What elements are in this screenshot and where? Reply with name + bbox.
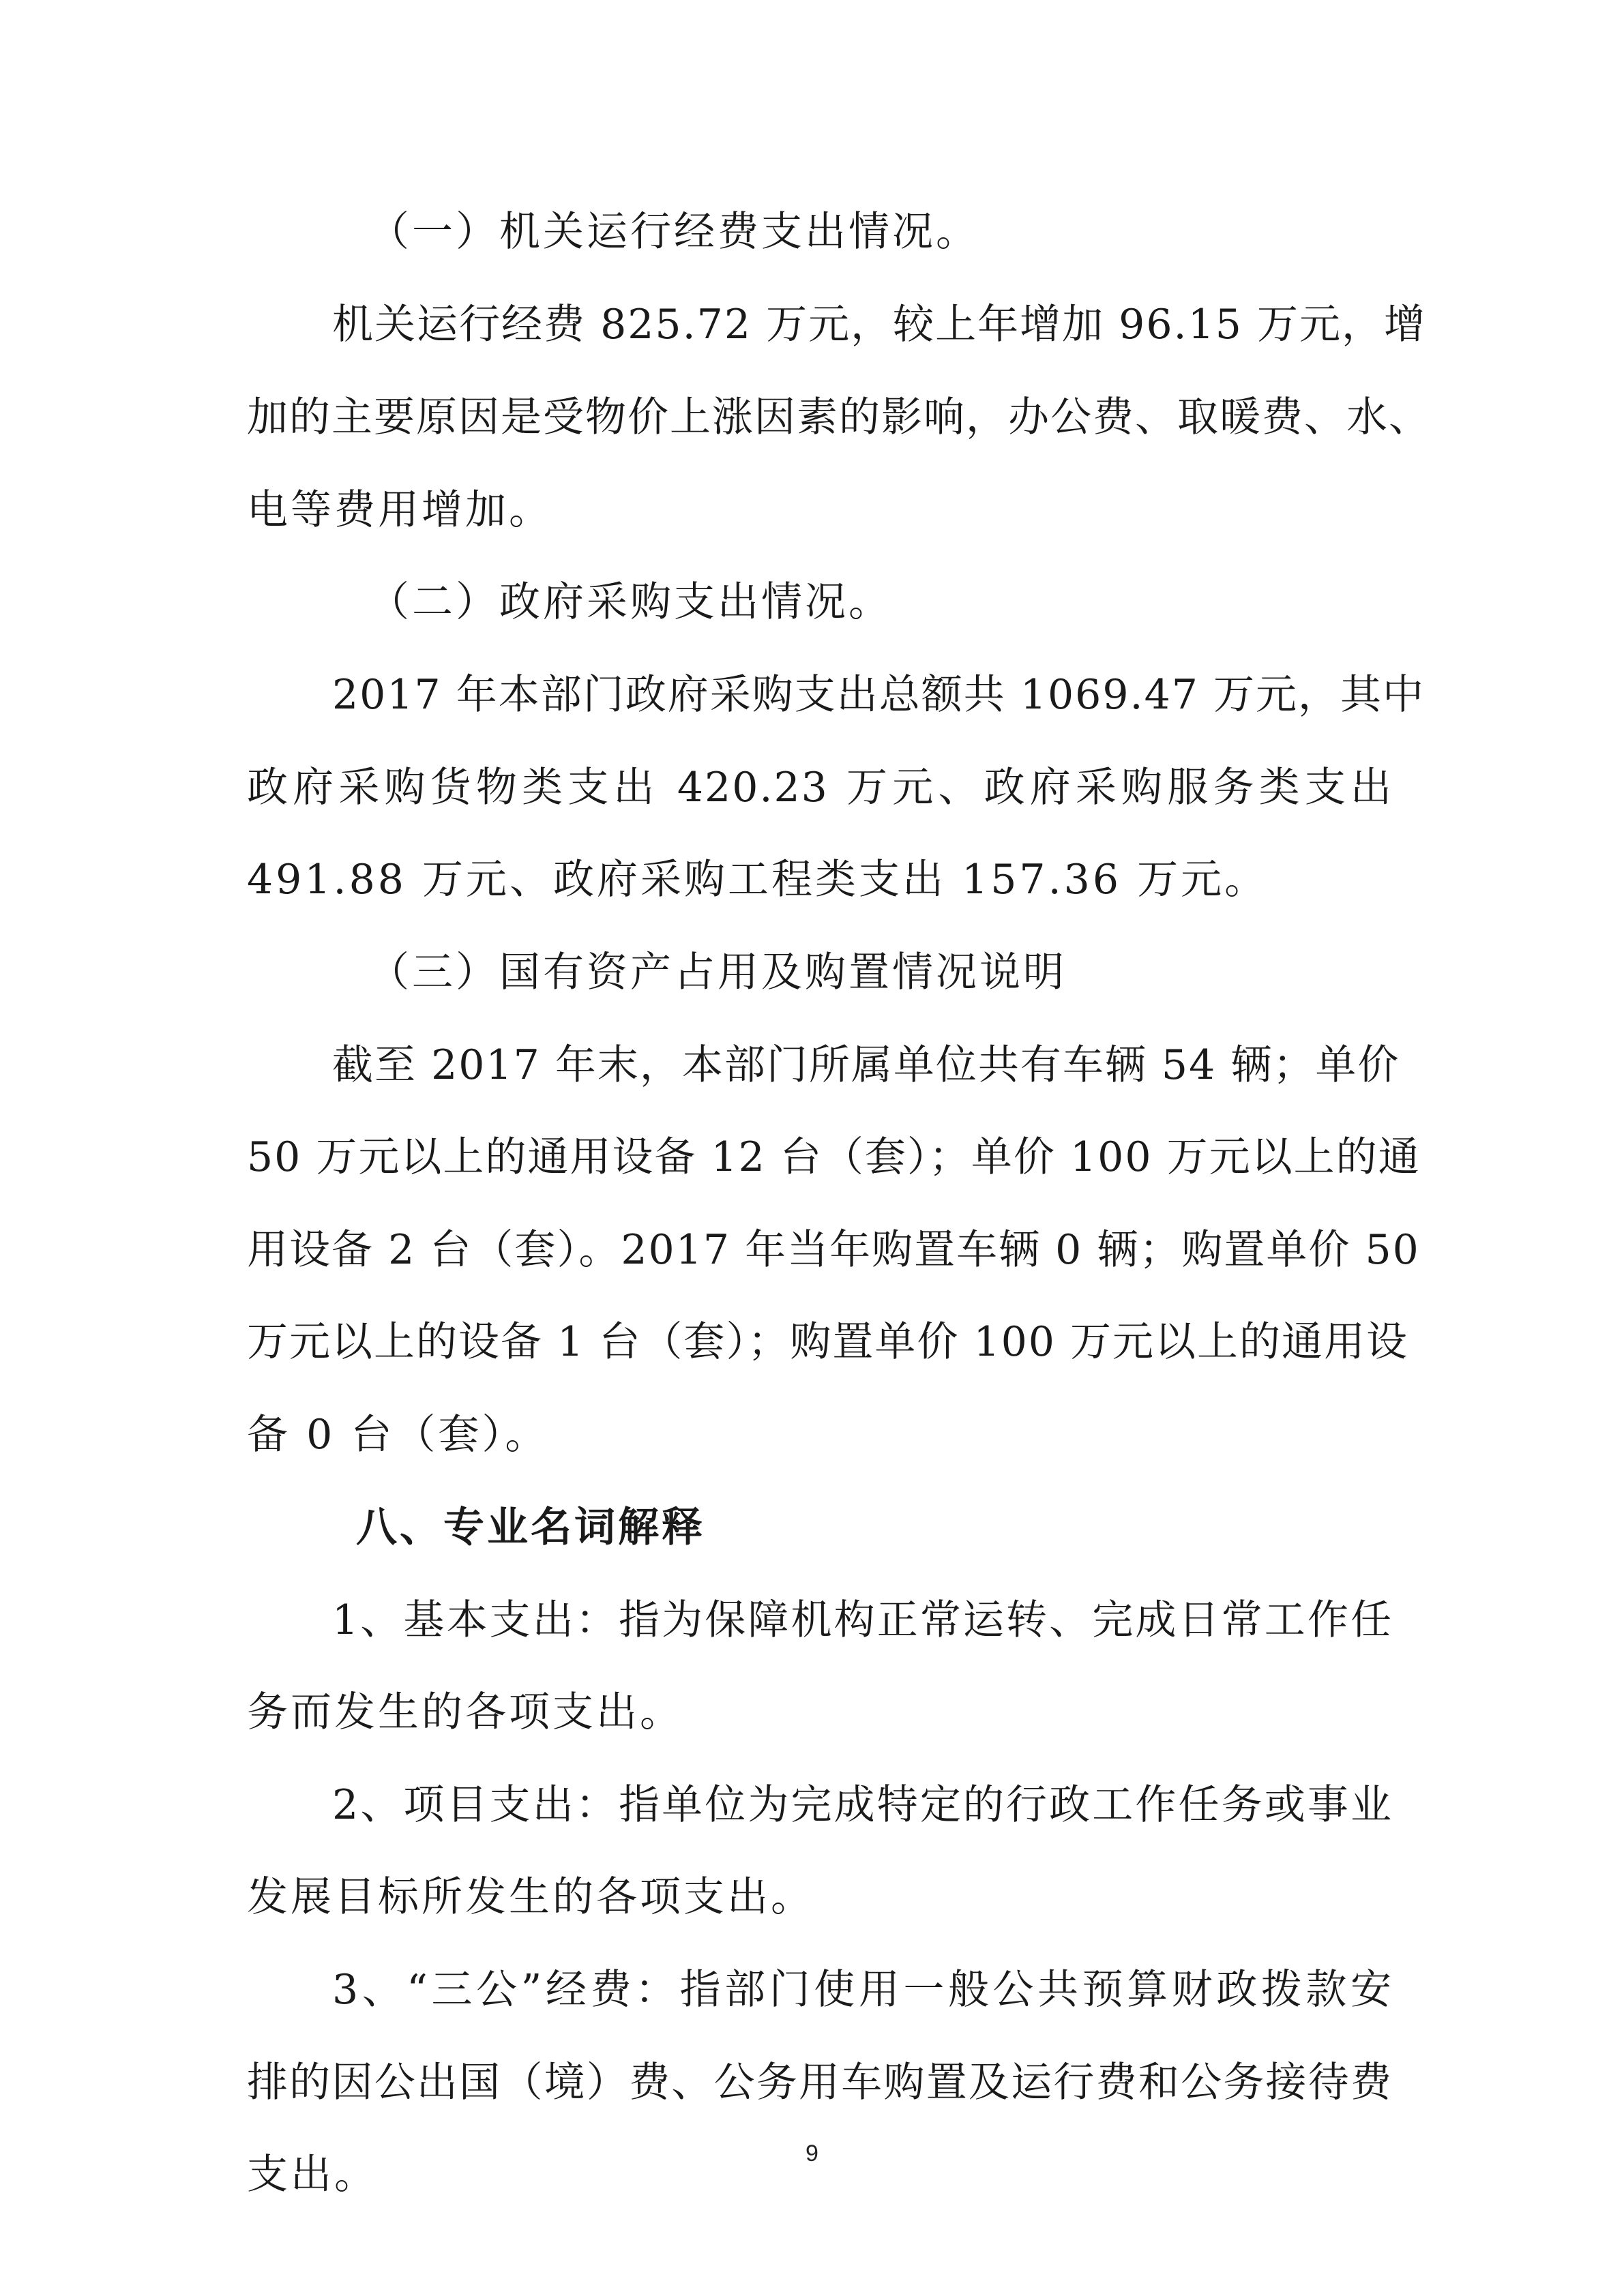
definition-line: 排的因公出国（境）费、公务用车购置及运行费和公务接待费 bbox=[247, 2059, 1393, 2106]
paragraph-line: 机关运行经费 825.72 万元，较上年增加 96.15 万元，增 bbox=[332, 301, 1426, 348]
definition-line: 2、项目支出：指单位为完成特定的行政工作任务或事业 bbox=[332, 1781, 1393, 1829]
paragraph-line: 万元以上的设备 1 台（套）；购置单价 100 万元以上的通用设 bbox=[247, 1318, 1408, 1366]
section-heading-operating-expenses: （一）机关运行经费支出情况。 bbox=[368, 208, 979, 256]
definition-line: 1、基本支出：指为保障机构正常运转、完成日常工作任 bbox=[332, 1596, 1393, 1644]
section-heading-procurement: （二）政府采购支出情况。 bbox=[368, 578, 892, 626]
paragraph-line: 备 0 台（套）。 bbox=[247, 1411, 549, 1459]
paragraph-line: 491.88 万元、政府采购工程类支出 157.36 万元。 bbox=[247, 856, 1269, 904]
paragraph-line: 电等费用增加。 bbox=[247, 486, 552, 534]
definition-line: 3、“三公”经费：指部门使用一般公共预算财政拨款安 bbox=[332, 1966, 1393, 2014]
page-number: 9 bbox=[806, 2141, 818, 2166]
definition-line: 支出。 bbox=[247, 2151, 378, 2198]
definition-line: 发展目标所发生的各项支出。 bbox=[247, 1873, 814, 1921]
paragraph-line: 截至 2017 年末，本部门所属单位共有车辆 54 辆；单价 bbox=[332, 1041, 1400, 1089]
paragraph-line: 用设备 2 台（套）。2017 年当年购置车辆 0 辆；购置单价 50 bbox=[247, 1226, 1420, 1274]
chapter-heading-terminology: 八、专业名词解释 bbox=[356, 1504, 705, 1551]
paragraph-line: 加的主要原因是受物价上涨因素的影响，办公费、取暖费、水、 bbox=[247, 393, 1431, 441]
section-heading-state-assets: （三）国有资产占用及购置情况说明 bbox=[368, 949, 1067, 996]
definition-line: 务而发生的各项支出。 bbox=[247, 1688, 683, 1736]
paragraph-line: 2017 年本部门政府采购支出总额共 1069.47 万元，其中 bbox=[332, 671, 1426, 719]
paragraph-line: 50 万元以上的通用设备 12 台（套）；单价 100 万元以上的通 bbox=[247, 1133, 1421, 1181]
paragraph-line: 政府采购货物类支出 420.23 万元、政府采购服务类支出 bbox=[247, 764, 1393, 811]
